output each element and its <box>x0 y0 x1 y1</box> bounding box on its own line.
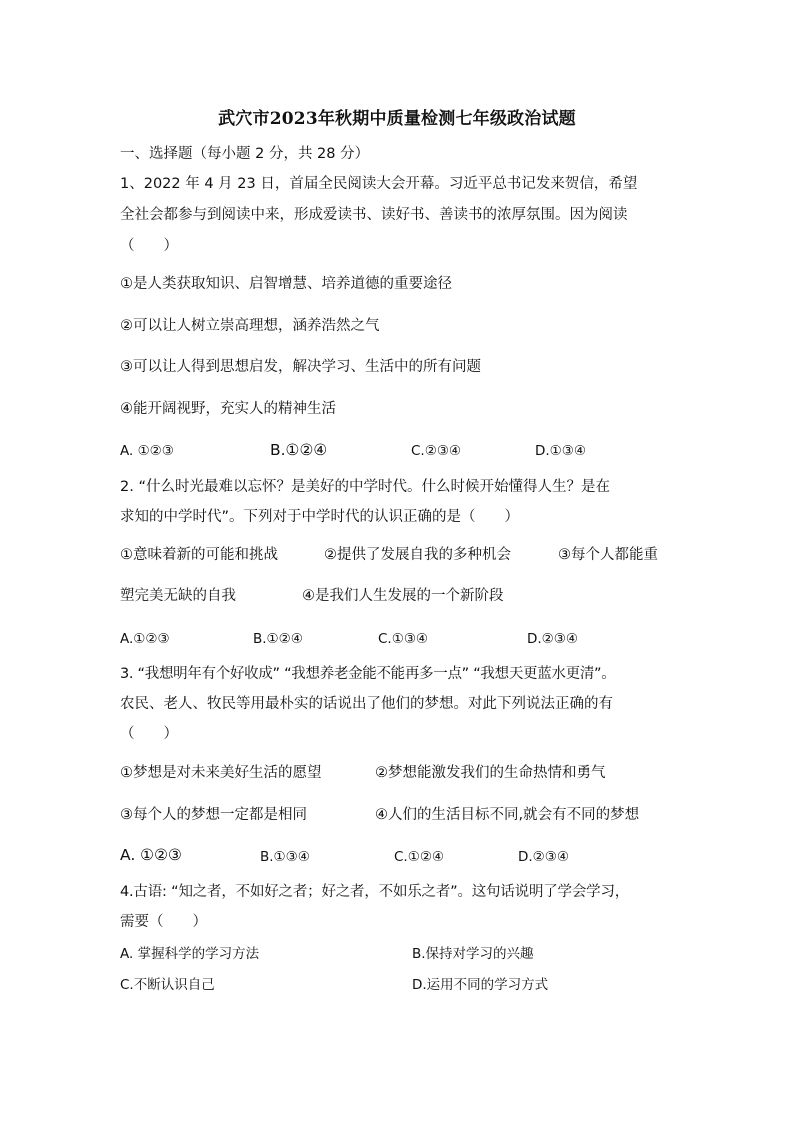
q2-stem-line2: 求知的中学时代”。下列对于中学时代的认识正确的是（ ） <box>120 509 520 525</box>
q4-stem-line2: 需要（ ） <box>120 914 207 930</box>
q4-option-c: C.不断认识自己 <box>120 977 215 993</box>
q4-stem-line1: 4.古语: “知之者，不如好之者；好之者，不如乐之者”。这句话说明了学会学习， <box>120 884 630 900</box>
q1-option-c: C.②③④ <box>411 443 462 459</box>
q1-stem-line1: 1、2022 年 4 月 23 日，首届全民阅读大会开幕。习近平总书记发来贺信，希望 <box>120 176 638 192</box>
q1-statement-1: ①是人类获取知识、启智增慧、培养道德的重要途径 <box>120 276 452 292</box>
q1-statement-2: ②可以让人树立崇高理想，涵养浩然之气 <box>120 318 380 334</box>
q3-stem-line1: 3. “我想明年有个好收成” “我想养老金能不能再多一点” “我想天更蓝水更清”。 <box>120 666 616 682</box>
q3-stem-line2: 农民、老人、牧民等用最朴实的话说出了他们的梦想。对此下列说法正确的有 <box>120 696 613 712</box>
q4-option-a: A. 掌握科学的学习方法 <box>120 946 260 962</box>
q4-option-b: B.保持对学习的兴趣 <box>412 946 534 962</box>
q1-blank: （ ） <box>120 238 178 254</box>
section-heading: 一、选择题（每小题 2 分，共 28 分） <box>120 146 370 162</box>
q1-statement-3: ③可以让人得到思想启发，解决学习、生活中的所有问题 <box>120 359 481 375</box>
q2-option-a: A.①②③ <box>120 631 170 647</box>
q1-option-a: A. ①②③ <box>120 443 174 459</box>
q1-option-b: B.①②④ <box>270 441 328 459</box>
q2-statement-2: ②提供了发展自我的多种机会 <box>324 547 511 563</box>
q3-option-d: D.②③④ <box>518 849 569 865</box>
q1-option-d: D.①③④ <box>535 443 586 459</box>
q1-statement-4: ④能开阔视野，充实人的精神生活 <box>120 401 336 417</box>
q3-blank: （ ） <box>120 726 178 742</box>
exam-title: 武穴市2023年秋期中质量检测七年级政治试题 <box>218 109 576 129</box>
q2-option-b: B.①②④ <box>253 631 303 647</box>
q2-option-c: C.①③④ <box>378 631 429 647</box>
q4-option-d: D.运用不同的学习方式 <box>412 977 549 993</box>
q2-statement-3-cont: 塑完美无缺的自我 <box>120 588 236 604</box>
q2-statement-1: ①意味着新的可能和挑战 <box>120 547 278 563</box>
q2-option-d: D.②③④ <box>527 631 578 647</box>
q3-option-c: C.①②④ <box>394 849 445 865</box>
q3-statement-3: ③每个人的梦想一定都是相同 <box>120 807 307 823</box>
q3-statement-2: ②梦想能激发我们的生命热情和勇气 <box>375 765 606 781</box>
q2-statement-4: ④是我们人生发展的一个新阶段 <box>302 588 504 604</box>
q2-statement-3: ③每个人都能重 <box>558 547 658 563</box>
q3-statement-4: ④人们的生活目标不同,就会有不同的梦想 <box>375 807 640 823</box>
q1-stem-line2: 全社会都参与到阅读中来，形成爱读书、读好书、善读书的浓厚氛围。因为阅读 <box>120 207 628 223</box>
q3-option-a: A. ①②③ <box>120 846 182 864</box>
q3-option-b: B.①③④ <box>260 849 310 865</box>
q3-statement-1: ①梦想是对未来美好生活的愿望 <box>120 765 322 781</box>
q2-stem-line1: 2. “什么时光最难以忘怀？是美好的中学时代。什么时候开始懂得人生？是在 <box>120 479 610 495</box>
